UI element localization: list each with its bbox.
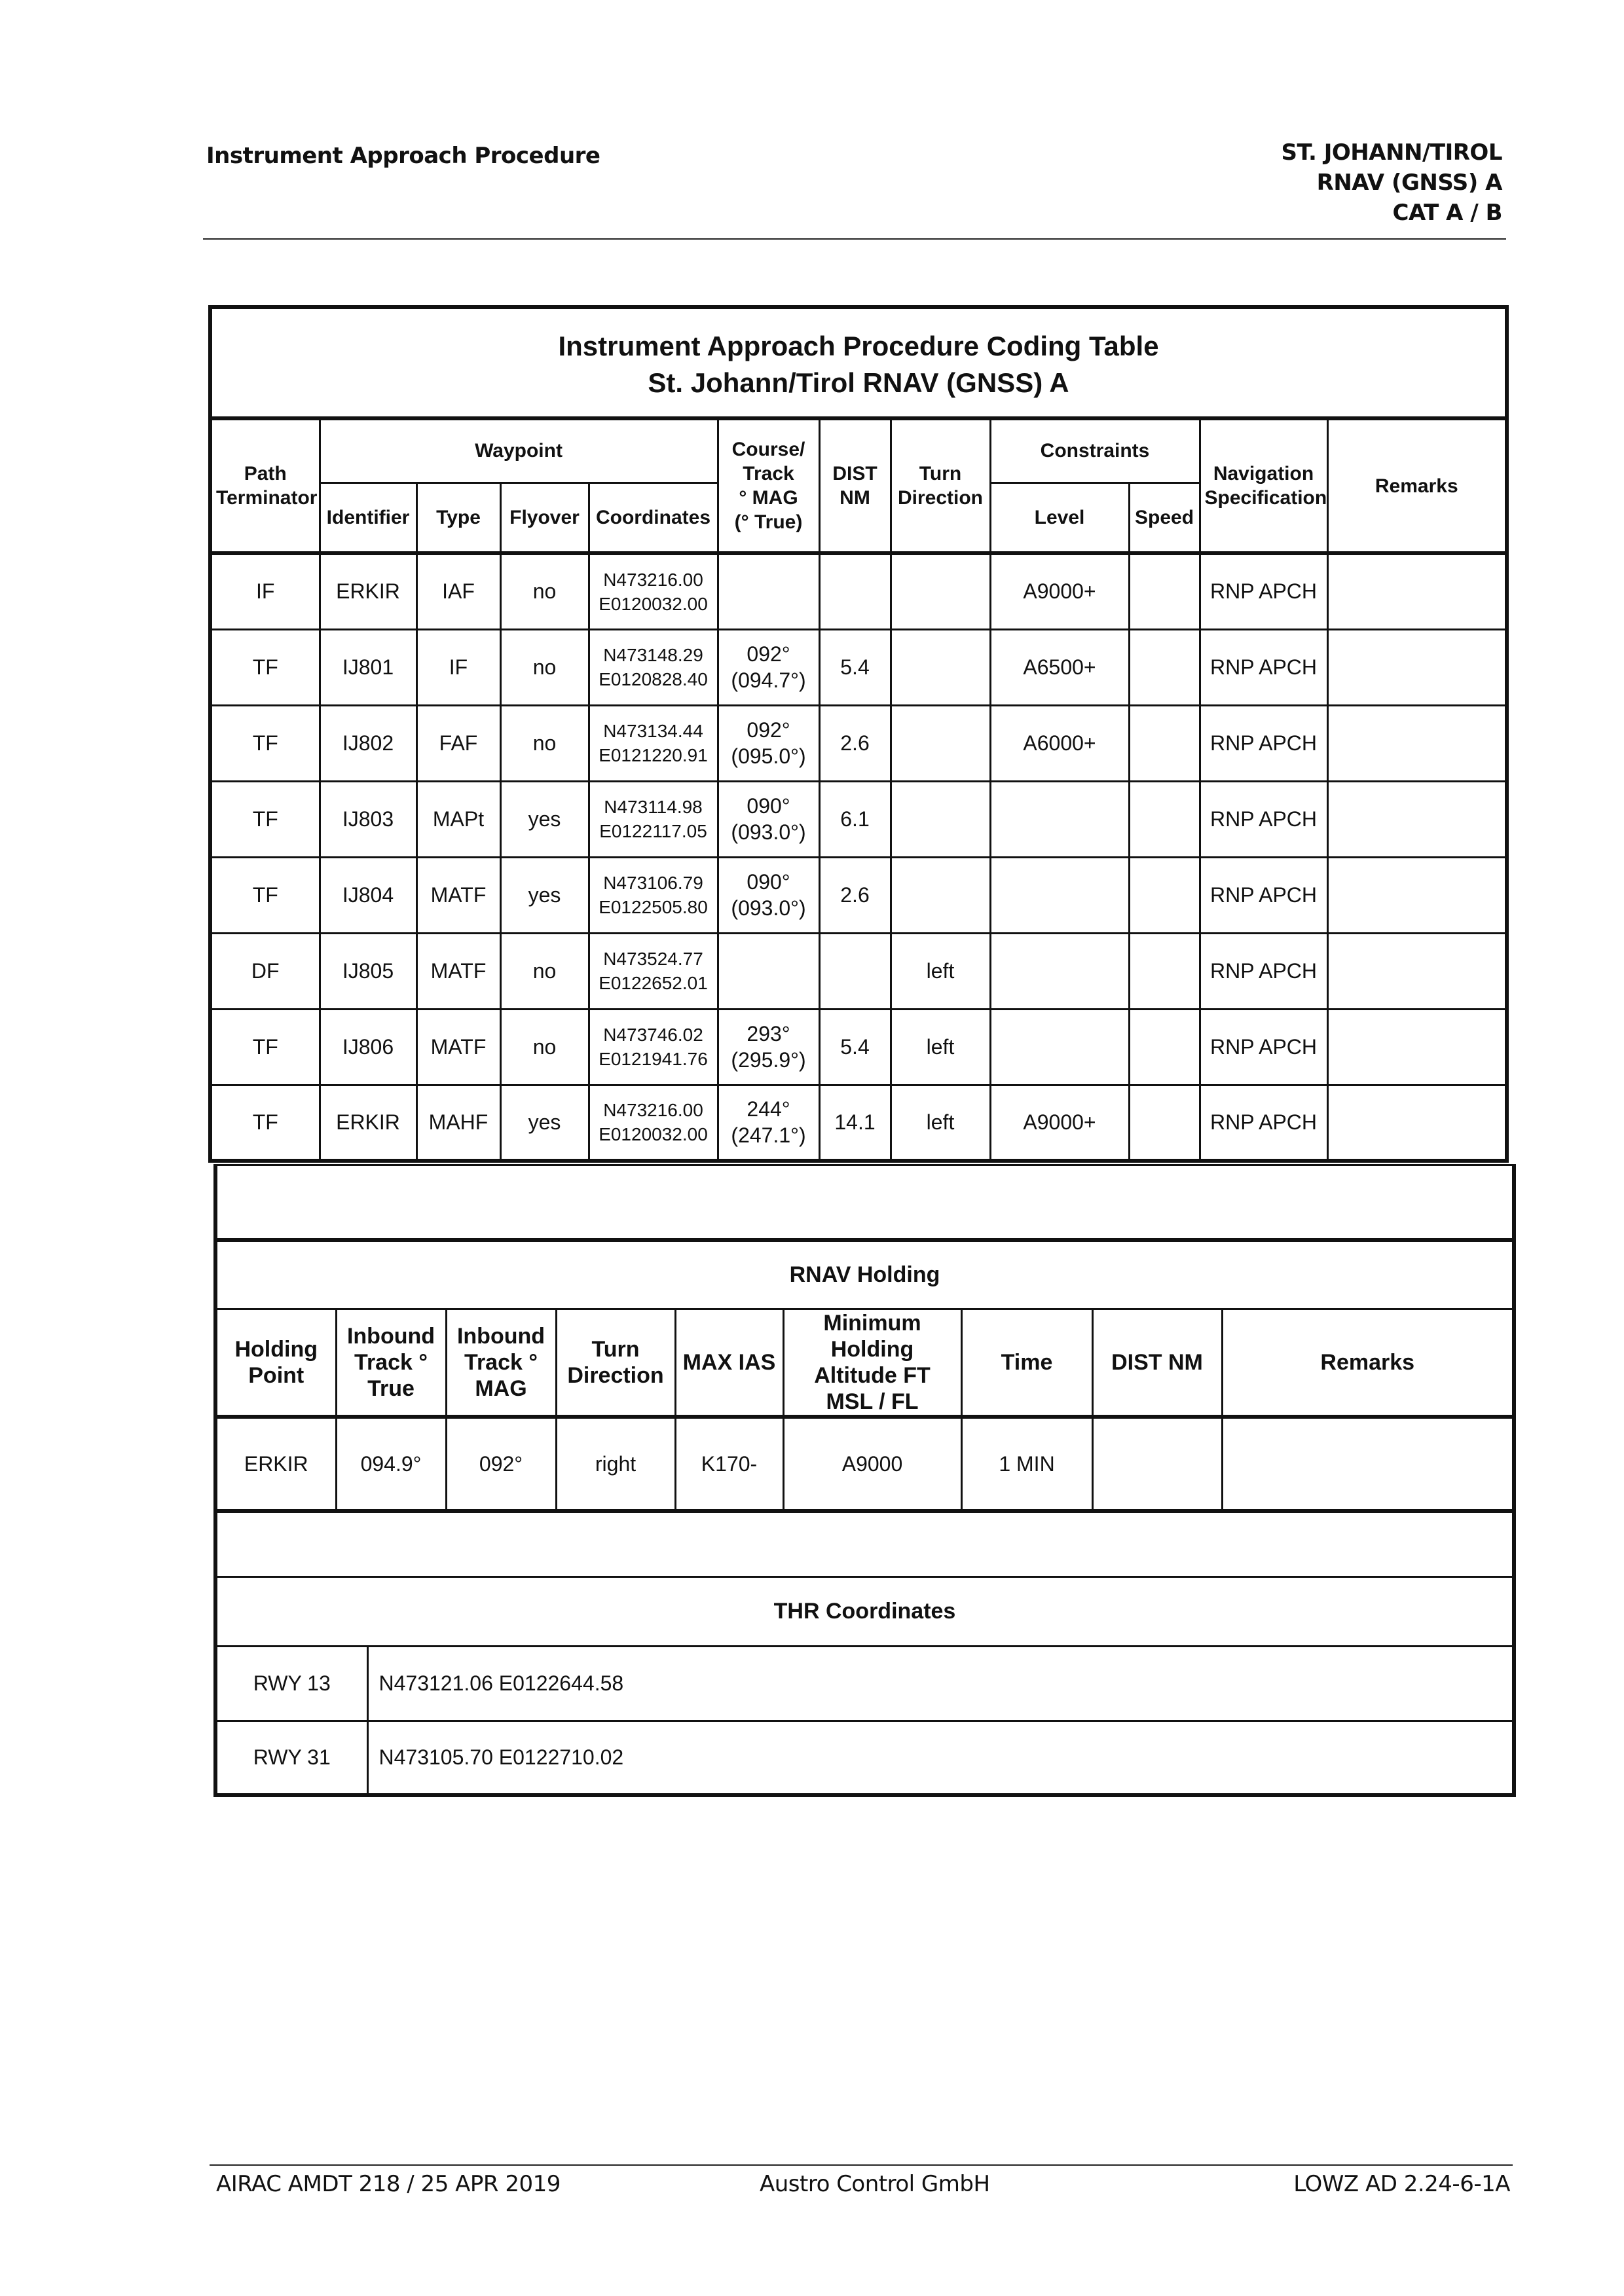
thr-coordinates-table [213,1497,1516,1797]
cell-type: FAF [416,705,500,781]
footer-page-reference: LOWZ AD 2.24-6-1A [1293,2171,1510,2197]
aircraft-category: CAT A / B [1392,200,1502,226]
cell-remarks [1327,705,1507,781]
header-rule [203,238,1506,240]
cell-course [718,933,819,1009]
table-row [215,1721,1514,1795]
coordinate-lon: E0122117.05 [599,821,707,841]
header-time: Time [961,1309,1092,1417]
coordinate-lon: E0121941.76 [599,1049,708,1069]
cell-dist [819,933,891,1009]
cell-remarks [1327,553,1507,629]
coordinate-lat: N473148.29 [603,645,703,665]
cell-navigation-specification: RNP APCH [1200,781,1327,857]
runway-designator: RWY 31 [215,1721,367,1795]
cell-flyover: no [500,553,589,629]
cell-type: MATF [416,933,500,1009]
cell-remarks [1327,629,1507,705]
track-mag: 293° [747,1022,790,1046]
track-true: (095.0°) [731,744,806,768]
header-course: Course/ Track ° MAG (° True) [718,418,819,553]
track-true: (094.7°) [731,668,806,692]
document-title: Instrument Approach Procedure [206,143,600,169]
hold-min-altitude: A9000 [783,1417,961,1511]
header-dist: DIST NM [819,418,891,553]
header-turn-direction: Turn Direction [891,418,990,553]
cell-turn-direction: left [891,1009,990,1085]
track-mag: 090° [747,870,790,894]
cell-speed [1129,857,1200,933]
header-holding-point: Holding Point [215,1309,336,1417]
footer-publisher: Austro Control GmbH [760,2171,990,2197]
cell-flyover: no [500,933,589,1009]
header-navigation-specification: Navigation Specification [1200,418,1327,553]
cell-course [718,781,819,857]
hold-inbound-true: 094.9° [336,1417,446,1511]
cell-identifier: ERKIR [320,553,416,629]
coordinate-lat: N473216.00 [603,1100,703,1121]
cell-type: MATF [416,1009,500,1085]
cell-navigation-specification: RNP APCH [1200,933,1327,1009]
hold-inbound-mag: 092° [446,1417,556,1511]
cell-type: MAPt [416,781,500,857]
cell-flyover: no [500,1009,589,1085]
hold-max-ias: K170- [675,1417,783,1511]
track-true: (093.0°) [731,896,806,920]
hold-time: 1 MIN [961,1417,1092,1511]
track-mag: 090° [747,794,790,818]
holding-separator [215,1165,1514,1240]
header-hold-turn-direction: Turn Direction [556,1309,675,1417]
header-inbound-mag: Inbound Track ° MAG [446,1309,556,1417]
cell-remarks [1327,933,1507,1009]
cell-coordinates [589,553,718,629]
track-true: (093.0°) [731,820,806,844]
cell-turn-direction [891,705,990,781]
header-hold-remarks: Remarks [1222,1309,1514,1417]
cell-identifier: ERKIR [320,1085,416,1161]
coordinate-lat: N473524.77 [603,949,703,969]
track-true: (247.1°) [731,1123,806,1148]
table-row [210,705,1507,781]
thr-separator [215,1497,1514,1576]
coordinate-lat: N473106.79 [603,873,703,893]
cell-coordinates [589,1085,718,1161]
cell-type: MAHF [416,1085,500,1161]
cell-dist: 5.4 [819,1009,891,1085]
cell-remarks [1327,1085,1507,1161]
footer-rule [210,2164,1513,2166]
coordinate-lat: N473114.98 [604,797,703,817]
header-min-altitude: Minimum Holding Altitude FT MSL / FL [783,1309,961,1417]
cell-flyover: yes [500,857,589,933]
table-row [210,781,1507,857]
cell-identifier: IJ806 [320,1009,416,1085]
cell-speed [1129,629,1200,705]
cell-navigation-specification: RNP APCH [1200,629,1327,705]
cell-identifier: IJ803 [320,781,416,857]
table-row [210,629,1507,705]
header-identifier: Identifier [320,483,416,553]
header-speed: Speed [1129,483,1200,553]
cell-path-terminator: TF [210,1085,320,1161]
cell-dist: 2.6 [819,857,891,933]
header-constraints: Constraints [990,418,1200,483]
cell-level: A6000+ [990,705,1129,781]
header-level: Level [990,483,1129,553]
procedure-identifier [1281,137,1502,228]
header-coordinates: Coordinates [589,483,718,553]
threshold-coordinates: N473121.06 E0122644.58 [367,1646,1514,1721]
cell-coordinates [589,781,718,857]
coordinate-lat: N473134.44 [603,721,703,741]
cell-path-terminator: TF [210,629,320,705]
holding-table [213,1164,1516,1513]
footer-airac-amendment: AIRAC AMDT 218 / 25 APR 2019 [216,2171,561,2197]
header-flyover: Flyover [500,483,589,553]
cell-speed [1129,1009,1200,1085]
cell-speed [1129,553,1200,629]
cell-turn-direction: left [891,1085,990,1161]
coordinate-lon: E0122505.80 [599,897,708,917]
cell-flyover: yes [500,1085,589,1161]
cell-dist: 6.1 [819,781,891,857]
cell-level [990,1009,1129,1085]
track-mag: 244° [747,1097,790,1121]
cell-level: A6500+ [990,629,1129,705]
cell-speed [1129,1085,1200,1161]
cell-remarks [1327,857,1507,933]
header-path-terminator: Path Terminator [210,418,320,553]
coordinate-lon: E0120032.00 [599,593,708,614]
coordinate-lon: E0121220.91 [599,745,708,765]
thr-section-title: THR Coordinates [215,1576,1514,1646]
coordinate-lat: N473216.00 [603,569,703,590]
header-type: Type [416,483,500,553]
coordinate-lon: E0122652.01 [599,973,708,993]
table-row [210,1085,1507,1161]
procedure-name: RNAV (GNSS) A [1316,170,1502,196]
cell-coordinates [589,629,718,705]
table-row [210,1009,1507,1085]
header-waypoint: Waypoint [320,418,718,483]
cell-turn-direction [891,553,990,629]
threshold-coordinates: N473105.70 E0122710.02 [367,1721,1514,1795]
cell-type: MATF [416,857,500,933]
aerodrome-name: ST. JOHANN/TIROL [1281,139,1502,166]
cell-path-terminator: DF [210,933,320,1009]
cell-speed [1129,933,1200,1009]
cell-navigation-specification: RNP APCH [1200,705,1327,781]
header-hold-dist: DIST NM [1092,1309,1222,1417]
header-max-ias: MAX IAS [675,1309,783,1417]
cell-path-terminator: TF [210,857,320,933]
cell-dist: 14.1 [819,1085,891,1161]
cell-coordinates [589,705,718,781]
cell-identifier: IJ805 [320,933,416,1009]
cell-remarks [1327,1009,1507,1085]
cell-flyover: no [500,629,589,705]
track-true: (295.9°) [731,1048,806,1072]
cell-level [990,857,1129,933]
cell-navigation-specification: RNP APCH [1200,1085,1327,1161]
cell-level [990,781,1129,857]
cell-level: A9000+ [990,1085,1129,1161]
cell-type: IF [416,629,500,705]
cell-turn-direction [891,629,990,705]
cell-coordinates [589,857,718,933]
cell-identifier: IJ804 [320,857,416,933]
cell-path-terminator: IF [210,553,320,629]
cell-dist [819,553,891,629]
coding-table-title: Instrument Approach Procedure Coding Table St. Johann/Tirol RNAV (GNSS) A [210,307,1507,418]
cell-navigation-specification: RNP APCH [1200,857,1327,933]
cell-path-terminator: TF [210,1009,320,1085]
cell-navigation-specification: RNP APCH [1200,553,1327,629]
coordinate-lat: N473746.02 [603,1025,703,1045]
cell-level [990,933,1129,1009]
cell-turn-direction [891,781,990,857]
cell-dist: 5.4 [819,629,891,705]
cell-coordinates [589,933,718,1009]
table-row [210,553,1507,629]
table-row [215,1646,1514,1721]
runway-designator: RWY 13 [215,1646,367,1721]
coordinate-lon: E0120828.40 [599,669,708,689]
cell-remarks [1327,781,1507,857]
cell-level: A9000+ [990,553,1129,629]
cell-dist: 2.6 [819,705,891,781]
cell-turn-direction: left [891,933,990,1009]
hold-turn: right [556,1417,675,1511]
track-mag: 092° [747,718,790,742]
cell-path-terminator: TF [210,781,320,857]
coding-table [208,305,1509,1163]
header-remarks: Remarks [1327,418,1507,553]
cell-path-terminator: TF [210,705,320,781]
table-row [210,857,1507,933]
cell-type: IAF [416,553,500,629]
cell-coordinates [589,1009,718,1085]
hold-point: ERKIR [215,1417,336,1511]
cell-identifier: IJ802 [320,705,416,781]
cell-course [718,1009,819,1085]
cell-course [718,705,819,781]
table-row [210,933,1507,1009]
cell-course [718,553,819,629]
cell-course [718,1085,819,1161]
header-inbound-true: Inbound Track ° True [336,1309,446,1417]
cell-speed [1129,705,1200,781]
cell-course [718,857,819,933]
cell-flyover: no [500,705,589,781]
cell-identifier: IJ801 [320,629,416,705]
track-mag: 092° [747,642,790,666]
cell-navigation-specification: RNP APCH [1200,1009,1327,1085]
coordinate-lon: E0120032.00 [599,1124,708,1145]
cell-turn-direction [891,857,990,933]
cell-speed [1129,781,1200,857]
cell-course [718,629,819,705]
cell-flyover: yes [500,781,589,857]
holding-section-title: RNAV Holding [215,1240,1514,1309]
